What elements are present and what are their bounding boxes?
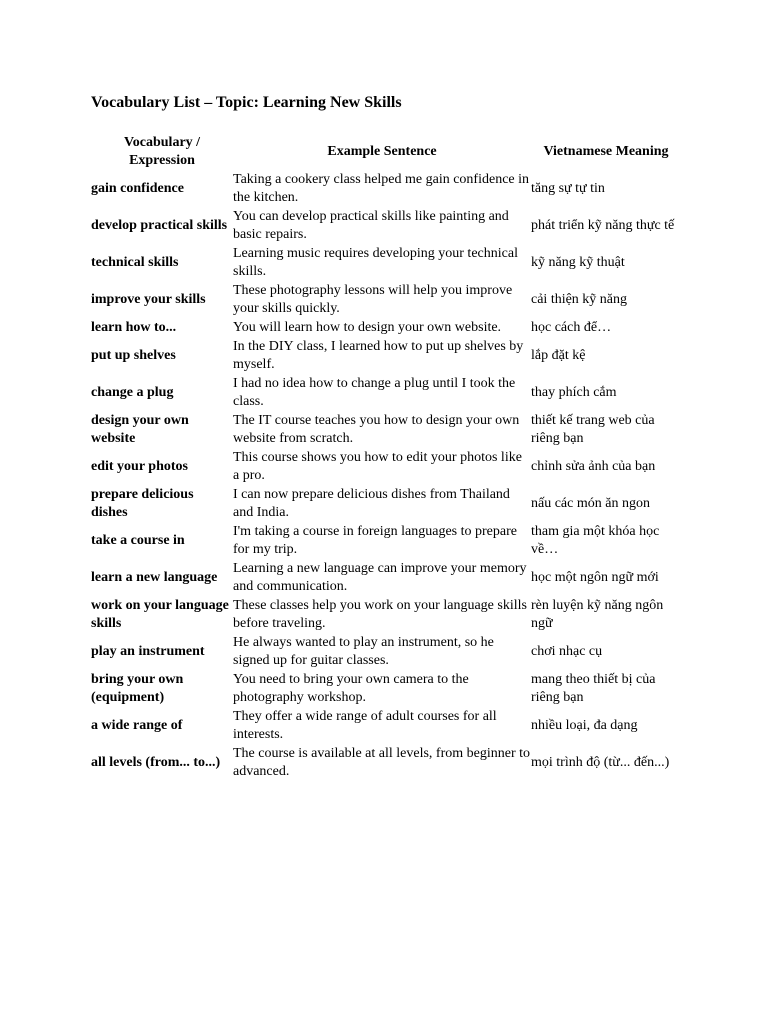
vocabulary-term: work on your language skills: [91, 598, 229, 631]
vocabulary-term: technical skills: [91, 255, 179, 270]
header-vocabulary: Vocabulary / Expression: [123, 135, 201, 168]
example-sentence: These photography lessons will help you improve your skills quickly.: [233, 283, 513, 316]
vietnamese-meaning: tăng sự tự tin: [531, 181, 605, 196]
vocabulary-term: gain confidence: [91, 181, 184, 196]
example-sentence: You can develop practical skills like painting and basic repairs.: [233, 209, 509, 242]
table-row: [91, 634, 681, 671]
example-sentence: I had no idea how to change a plug until I took the class.: [233, 376, 516, 409]
table-row: [91, 486, 681, 523]
table-row: [91, 375, 681, 412]
example-sentence: This course shows you how to edit your photos like a pro.: [233, 450, 522, 483]
table-row: [91, 319, 681, 338]
table-row: [91, 708, 681, 745]
vietnamese-meaning: thay phích cắm: [531, 385, 617, 400]
vietnamese-meaning: chơi nhạc cụ: [531, 644, 603, 659]
table-row: [91, 245, 681, 282]
vocabulary-term: a wide range of: [91, 718, 183, 733]
vietnamese-meaning: kỹ năng kỹ thuật: [531, 255, 625, 270]
vocabulary-term: design your own website: [91, 413, 189, 446]
example-sentence: Learning music requires developing your technical skills.: [233, 246, 518, 279]
example-sentence: In the DIY class, I learned how to put up shelves by myself.: [233, 339, 524, 372]
document-page: [91, 92, 691, 782]
vocabulary-term: put up shelves: [91, 348, 176, 363]
table-row: [91, 671, 681, 708]
example-sentence: You will learn how to design your own website.: [233, 320, 502, 335]
vocabulary-term: prepare delicious dishes: [91, 487, 194, 520]
vocabulary-term: bring your own (equipment): [91, 672, 184, 705]
table-row: [91, 412, 681, 449]
table-row: [91, 745, 681, 782]
table-row: [91, 597, 681, 634]
vietnamese-meaning: lắp đặt kệ: [531, 348, 586, 363]
example-sentence: The IT course teaches you how to design your own website from scratch.: [233, 413, 520, 446]
example-sentence: You need to bring your own camera to the photography workshop.: [233, 672, 469, 705]
vietnamese-meaning: mọi trình độ (từ... đến...): [531, 755, 670, 770]
table-row: [91, 560, 681, 597]
vocabulary-term: learn how to...: [91, 320, 177, 335]
vocabulary-term: improve your skills: [91, 292, 206, 307]
vocabulary-term: all levels (from... to...): [91, 755, 221, 770]
header-vietnamese-meaning: Vietnamese Meaning: [543, 144, 669, 159]
example-sentence: Learning a new language can improve your memory and communication.: [233, 561, 527, 594]
table-row: [91, 208, 681, 245]
vocabulary-term: develop practical skills: [91, 218, 228, 233]
vocabulary-table: [91, 134, 681, 782]
vietnamese-meaning: học một ngôn ngữ mới: [531, 570, 659, 585]
table-row: [91, 338, 681, 375]
vocabulary-term: play an instrument: [91, 644, 205, 659]
vocabulary-term: take a course in: [91, 533, 185, 548]
vietnamese-meaning: mang theo thiết bị của riêng bạn: [531, 672, 656, 705]
example-sentence: These classes help you work on your language skills before traveling.: [233, 598, 527, 631]
table-header-row: [91, 134, 681, 171]
example-sentence: Taking a cookery class helped me gain confidence in the kitchen.: [233, 172, 530, 205]
example-sentence: They offer a wide range of adult courses for all interests.: [233, 709, 497, 742]
vietnamese-meaning: học cách để…: [531, 320, 612, 335]
example-sentence: I'm taking a course in foreign languages to prepare for my trip.: [233, 524, 517, 557]
table-body: [91, 171, 681, 782]
example-sentence: The course is available at all levels, from beginner to advanced.: [233, 746, 531, 779]
vietnamese-meaning: thiết kế trang web của riêng bạn: [531, 413, 655, 446]
vocabulary-term: learn a new language: [91, 570, 218, 585]
vietnamese-meaning: nhiều loại, đa dạng: [531, 718, 638, 733]
document-title: Vocabulary List – Topic: Learning New Skills: [91, 94, 402, 111]
vietnamese-meaning: cải thiện kỹ năng: [531, 292, 628, 307]
table-row: [91, 171, 681, 208]
header-example-sentence: Example Sentence: [327, 144, 437, 159]
vocabulary-term: change a plug: [91, 385, 174, 400]
vocabulary-term: edit your photos: [91, 459, 188, 474]
example-sentence: I can now prepare delicious dishes from Thailand and India.: [233, 487, 510, 520]
vietnamese-meaning: nấu các món ăn ngon: [531, 496, 650, 511]
table-row: [91, 282, 681, 319]
vietnamese-meaning: phát triển kỹ năng thực tế: [531, 218, 675, 233]
table-row: [91, 449, 681, 486]
example-sentence: He always wanted to play an instrument, so he signed up for guitar classes.: [233, 635, 494, 668]
vietnamese-meaning: rèn luyện kỹ năng ngôn ngữ: [531, 598, 664, 631]
vietnamese-meaning: tham gia một khóa học về…: [531, 524, 660, 557]
vietnamese-meaning: chỉnh sửa ảnh của bạn: [531, 459, 656, 474]
table-row: [91, 523, 681, 560]
